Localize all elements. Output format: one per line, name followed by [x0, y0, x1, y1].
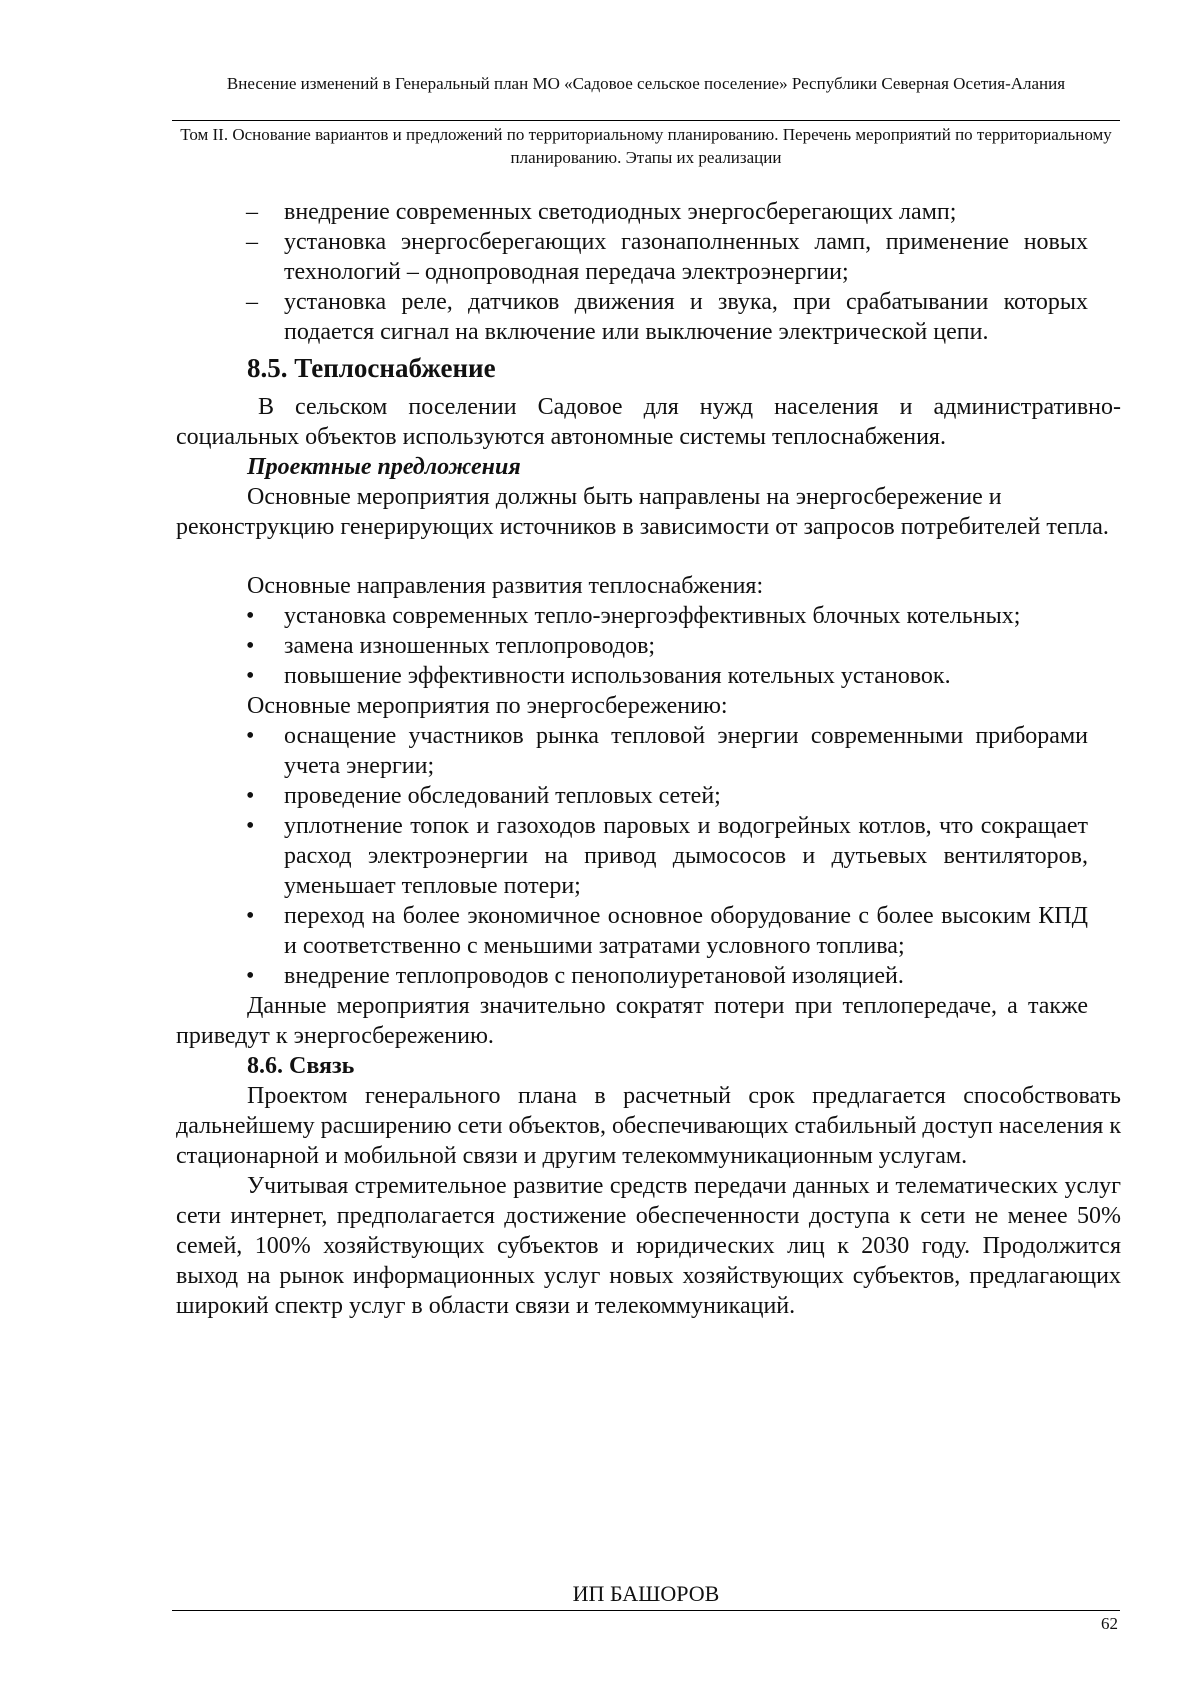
header-rule [172, 120, 1120, 121]
measures-label: Основные мероприятия по энергосбережению: [247, 693, 728, 719]
paragraph-intro: В сельском поселении Садовое для нужд населения и административно-социальных объектов используются автономные системы теплоснабжения. [176, 394, 1121, 450]
list-item [176, 601, 1121, 631]
header-title: Внесение изменений в Генеральный план МО «Садовое сельское поселение» Республики Северная Осетия-Алания [226, 74, 1066, 93]
footer-rule [172, 1610, 1120, 1611]
paragraph-conclusion: Данные мероприятия значительно сократят потери при теплопередаче, а также приведут к энергосбережению. [176, 993, 1088, 1049]
list-item [176, 961, 1121, 991]
dash-marker: – [246, 199, 258, 225]
directions-label: Основные направления развития теплоснабжения: [247, 573, 764, 599]
bullet-marker: • [246, 783, 255, 809]
section-heading-8-6: 8.6. Связь [247, 1053, 355, 1079]
paragraph-measures: Основные мероприятия должны быть направлены на энергосбережение и реконструкцию генерирующих источников в зависимости от запросов потребителей тепла. [176, 484, 1109, 540]
list-item-text: проведение обследований тепловых сетей; [284, 783, 721, 809]
page-body [176, 197, 1121, 1321]
spacer [176, 542, 1121, 571]
list-item [176, 631, 1121, 661]
list-item [176, 287, 1121, 347]
list-item [176, 227, 1121, 287]
paragraph-communications-2: Учитывая стремительное развитие средств передачи данных и телематических услуг сети интернет, предполагается достижение обеспеченности доступа к сети не менее 50% семей, 100% хозяйствующих субъектов и юридических лиц к 2030 году. Продолжится выход на рынок информационных услуг новых хозяйствующих субъектов, предлагающих широкий спектр услуг в области связи и телекоммуникаций. [176, 1173, 1121, 1319]
list-item [176, 661, 1121, 691]
list-item-text: установка энергосберегающих газонаполненных ламп, применение новых технологий – однопроводная передача электроэнергии; [284, 229, 1088, 285]
list-item [176, 781, 1121, 811]
list-item [176, 811, 1121, 901]
list-item-text: уплотнение топок и газоходов паровых и водогрейных котлов, что сокращает расход электроэнергии на привод дымососов и дутьевых вентиляторов, уменьшает тепловые потери; [284, 813, 1088, 899]
bullet-marker: • [246, 903, 255, 929]
list-item-text: переход на более экономичное основное оборудование с более высоким КПД и соответственно с меньшими затратами условного топлива; [284, 903, 1088, 959]
page-number: 62 [1101, 1614, 1118, 1633]
bullet-marker: • [246, 813, 255, 839]
bullet-marker: • [246, 963, 255, 989]
bullet-marker: • [246, 633, 255, 659]
section-heading-8-5: 8.5. Теплоснабжение [247, 353, 496, 383]
list-item-text: внедрение современных светодиодных энергосберегающих ламп; [284, 199, 957, 225]
header-subtitle: Том II. Основание вариантов и предложений по территориальному планированию. Перечень мероприятий по территориальному планированию. Этапы их реализации [180, 125, 1112, 167]
list-item [176, 901, 1121, 961]
list-item-text: установка современных тепло-энергоэффективных блочных котельных; [284, 603, 1021, 629]
subheading-proposals: Проектные предложения [247, 454, 521, 480]
list-item-text: повышение эффективности использования котельных установок. [284, 663, 951, 689]
list-item-text: установка реле, датчиков движения и звука, при срабатывании которых подается сигнал на включение или выключение электрической цепи. [284, 289, 1088, 345]
footer-company: ИП БАШОРОВ [572, 1581, 720, 1606]
list-item-text: внедрение теплопроводов с пенополиуретановой изоляцией. [284, 963, 904, 989]
list-item-text: оснащение участников рынка тепловой энергии современными приборами учета энергии; [284, 723, 1088, 779]
bullet-marker: • [246, 723, 255, 749]
list-item [176, 197, 1121, 227]
dash-marker: – [246, 289, 258, 315]
bullet-marker: • [246, 603, 255, 629]
dash-marker: – [246, 229, 258, 255]
list-item-text: замена изношенных теплопроводов; [284, 633, 656, 659]
list-item [176, 721, 1121, 781]
paragraph-communications-1: Проектом генерального плана в расчетный срок предлагается способствовать дальнейшему расширению сети объектов, обеспечивающих стабильный доступ населения к стационарной и мобильной связи и другим телекоммуникационным услугам. [176, 1083, 1121, 1169]
bullet-marker: • [246, 663, 255, 689]
